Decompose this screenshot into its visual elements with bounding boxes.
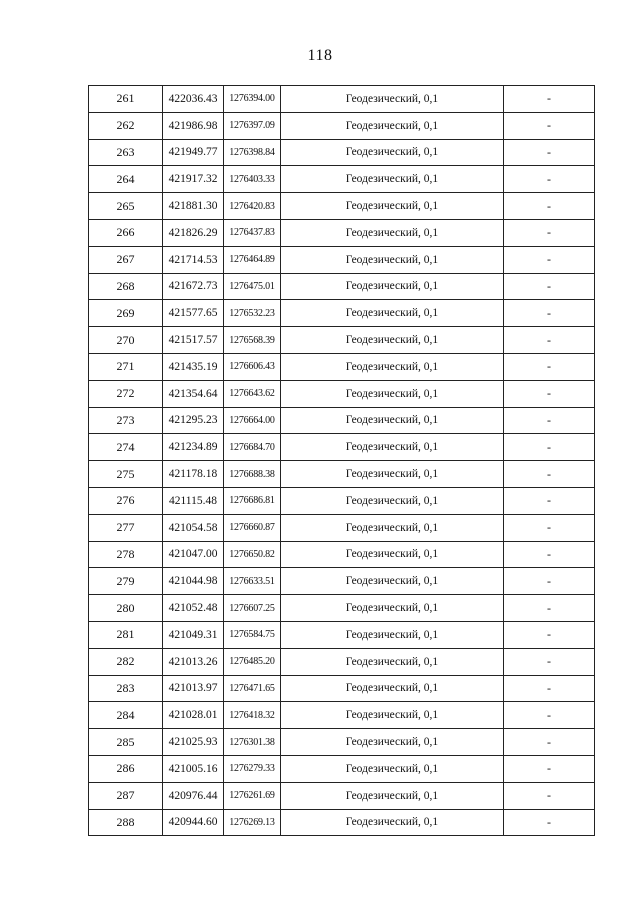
note-cell: - bbox=[504, 755, 595, 782]
table-row bbox=[89, 782, 595, 809]
note-cell: - bbox=[504, 86, 595, 113]
point-number-cell: 284 bbox=[89, 702, 163, 729]
note-cell: - bbox=[504, 568, 595, 595]
x-coordinate-cell: 421028.01 bbox=[163, 702, 224, 729]
x-coordinate-cell: 421005.16 bbox=[163, 755, 224, 782]
table-row bbox=[89, 729, 595, 756]
y-coordinate-cell: 1276398.84 bbox=[224, 139, 281, 166]
note-cell: - bbox=[504, 621, 595, 648]
note-cell: - bbox=[504, 139, 595, 166]
y-coordinate-cell: 1276394.00 bbox=[224, 86, 281, 113]
y-coordinate-cell: 1276279.33 bbox=[224, 755, 281, 782]
note-cell: - bbox=[504, 273, 595, 300]
point-number-cell: 268 bbox=[89, 273, 163, 300]
table-row bbox=[89, 139, 595, 166]
method-accuracy-cell: Геодезический, 0,1 bbox=[281, 568, 504, 595]
x-coordinate-cell: 421013.26 bbox=[163, 648, 224, 675]
x-coordinate-cell: 421234.89 bbox=[163, 434, 224, 461]
method-accuracy-cell: Геодезический, 0,1 bbox=[281, 407, 504, 434]
x-coordinate-cell: 421517.57 bbox=[163, 327, 224, 354]
table-row bbox=[89, 86, 595, 113]
table-row bbox=[89, 407, 595, 434]
method-accuracy-cell: Геодезический, 0,1 bbox=[281, 782, 504, 809]
method-accuracy-cell: Геодезический, 0,1 bbox=[281, 487, 504, 514]
method-accuracy-cell: Геодезический, 0,1 bbox=[281, 300, 504, 327]
x-coordinate-cell: 420976.44 bbox=[163, 782, 224, 809]
method-accuracy-cell: Геодезический, 0,1 bbox=[281, 193, 504, 220]
table-row bbox=[89, 380, 595, 407]
table-row bbox=[89, 648, 595, 675]
x-coordinate-cell: 420944.60 bbox=[163, 809, 224, 836]
table-row bbox=[89, 755, 595, 782]
y-coordinate-cell: 1276403.33 bbox=[224, 166, 281, 193]
y-coordinate-cell: 1276688.38 bbox=[224, 461, 281, 488]
table-row bbox=[89, 621, 595, 648]
y-coordinate-cell: 1276475.01 bbox=[224, 273, 281, 300]
note-cell: - bbox=[504, 541, 595, 568]
note-cell: - bbox=[504, 675, 595, 702]
point-number-cell: 286 bbox=[89, 755, 163, 782]
point-number-cell: 282 bbox=[89, 648, 163, 675]
x-coordinate-cell: 421047.00 bbox=[163, 541, 224, 568]
method-accuracy-cell: Геодезический, 0,1 bbox=[281, 166, 504, 193]
point-number-cell: 280 bbox=[89, 595, 163, 622]
y-coordinate-cell: 1276269.13 bbox=[224, 809, 281, 836]
method-accuracy-cell: Геодезический, 0,1 bbox=[281, 461, 504, 488]
note-cell: - bbox=[504, 380, 595, 407]
point-number-cell: 278 bbox=[89, 541, 163, 568]
table-row bbox=[89, 487, 595, 514]
note-cell: - bbox=[504, 353, 595, 380]
coordinates-table-body bbox=[89, 86, 595, 836]
y-coordinate-cell: 1276660.87 bbox=[224, 514, 281, 541]
method-accuracy-cell: Геодезический, 0,1 bbox=[281, 702, 504, 729]
note-cell: - bbox=[504, 809, 595, 836]
point-number-cell: 279 bbox=[89, 568, 163, 595]
method-accuracy-cell: Геодезический, 0,1 bbox=[281, 380, 504, 407]
method-accuracy-cell: Геодезический, 0,1 bbox=[281, 434, 504, 461]
note-cell: - bbox=[504, 487, 595, 514]
table-row bbox=[89, 595, 595, 622]
table-row bbox=[89, 219, 595, 246]
table-row bbox=[89, 568, 595, 595]
table-row bbox=[89, 327, 595, 354]
y-coordinate-cell: 1276437.83 bbox=[224, 219, 281, 246]
method-accuracy-cell: Геодезический, 0,1 bbox=[281, 86, 504, 113]
note-cell: - bbox=[504, 407, 595, 434]
table-row bbox=[89, 353, 595, 380]
point-number-cell: 265 bbox=[89, 193, 163, 220]
point-number-cell: 288 bbox=[89, 809, 163, 836]
note-cell: - bbox=[504, 166, 595, 193]
note-cell: - bbox=[504, 300, 595, 327]
y-coordinate-cell: 1276420.83 bbox=[224, 193, 281, 220]
note-cell: - bbox=[504, 434, 595, 461]
table-row bbox=[89, 112, 595, 139]
table-row bbox=[89, 166, 595, 193]
x-coordinate-cell: 422036.43 bbox=[163, 86, 224, 113]
point-number-cell: 276 bbox=[89, 487, 163, 514]
coordinates-table bbox=[88, 85, 595, 836]
point-number-cell: 261 bbox=[89, 86, 163, 113]
point-number-cell: 270 bbox=[89, 327, 163, 354]
note-cell: - bbox=[504, 193, 595, 220]
point-number-cell: 283 bbox=[89, 675, 163, 702]
x-coordinate-cell: 421178.18 bbox=[163, 461, 224, 488]
y-coordinate-cell: 1276650.82 bbox=[224, 541, 281, 568]
y-coordinate-cell: 1276643.62 bbox=[224, 380, 281, 407]
point-number-cell: 266 bbox=[89, 219, 163, 246]
x-coordinate-cell: 421052.48 bbox=[163, 595, 224, 622]
note-cell: - bbox=[504, 246, 595, 273]
x-coordinate-cell: 421672.73 bbox=[163, 273, 224, 300]
x-coordinate-cell: 421714.53 bbox=[163, 246, 224, 273]
x-coordinate-cell: 421354.64 bbox=[163, 380, 224, 407]
y-coordinate-cell: 1276261.69 bbox=[224, 782, 281, 809]
y-coordinate-cell: 1276684.70 bbox=[224, 434, 281, 461]
method-accuracy-cell: Геодезический, 0,1 bbox=[281, 675, 504, 702]
x-coordinate-cell: 421949.77 bbox=[163, 139, 224, 166]
method-accuracy-cell: Геодезический, 0,1 bbox=[281, 648, 504, 675]
method-accuracy-cell: Геодезический, 0,1 bbox=[281, 273, 504, 300]
table-row bbox=[89, 702, 595, 729]
x-coordinate-cell: 421115.48 bbox=[163, 487, 224, 514]
y-coordinate-cell: 1276418.32 bbox=[224, 702, 281, 729]
table-row bbox=[89, 809, 595, 836]
x-coordinate-cell: 421826.29 bbox=[163, 219, 224, 246]
point-number-cell: 275 bbox=[89, 461, 163, 488]
method-accuracy-cell: Геодезический, 0,1 bbox=[281, 729, 504, 756]
point-number-cell: 262 bbox=[89, 112, 163, 139]
method-accuracy-cell: Геодезический, 0,1 bbox=[281, 353, 504, 380]
note-cell: - bbox=[504, 648, 595, 675]
method-accuracy-cell: Геодезический, 0,1 bbox=[281, 112, 504, 139]
x-coordinate-cell: 421025.93 bbox=[163, 729, 224, 756]
y-coordinate-cell: 1276686.81 bbox=[224, 487, 281, 514]
note-cell: - bbox=[504, 782, 595, 809]
table-row bbox=[89, 514, 595, 541]
table-row bbox=[89, 434, 595, 461]
x-coordinate-cell: 421917.32 bbox=[163, 166, 224, 193]
point-number-cell: 285 bbox=[89, 729, 163, 756]
point-number-cell: 264 bbox=[89, 166, 163, 193]
y-coordinate-cell: 1276633.51 bbox=[224, 568, 281, 595]
method-accuracy-cell: Геодезический, 0,1 bbox=[281, 327, 504, 354]
point-number-cell: 271 bbox=[89, 353, 163, 380]
y-coordinate-cell: 1276568.39 bbox=[224, 327, 281, 354]
table-row bbox=[89, 193, 595, 220]
table-row bbox=[89, 246, 595, 273]
note-cell: - bbox=[504, 514, 595, 541]
table-row bbox=[89, 541, 595, 568]
note-cell: - bbox=[504, 595, 595, 622]
table-row bbox=[89, 461, 595, 488]
y-coordinate-cell: 1276485.20 bbox=[224, 648, 281, 675]
x-coordinate-cell: 421986.98 bbox=[163, 112, 224, 139]
x-coordinate-cell: 421295.23 bbox=[163, 407, 224, 434]
y-coordinate-cell: 1276664.00 bbox=[224, 407, 281, 434]
method-accuracy-cell: Геодезический, 0,1 bbox=[281, 541, 504, 568]
y-coordinate-cell: 1276397.09 bbox=[224, 112, 281, 139]
method-accuracy-cell: Геодезический, 0,1 bbox=[281, 621, 504, 648]
x-coordinate-cell: 421435.19 bbox=[163, 353, 224, 380]
point-number-cell: 287 bbox=[89, 782, 163, 809]
y-coordinate-cell: 1276301.38 bbox=[224, 729, 281, 756]
point-number-cell: 272 bbox=[89, 380, 163, 407]
point-number-cell: 277 bbox=[89, 514, 163, 541]
note-cell: - bbox=[504, 112, 595, 139]
method-accuracy-cell: Геодезический, 0,1 bbox=[281, 246, 504, 273]
note-cell: - bbox=[504, 327, 595, 354]
x-coordinate-cell: 421881.30 bbox=[163, 193, 224, 220]
x-coordinate-cell: 421577.65 bbox=[163, 300, 224, 327]
note-cell: - bbox=[504, 729, 595, 756]
x-coordinate-cell: 421054.58 bbox=[163, 514, 224, 541]
table-row bbox=[89, 273, 595, 300]
y-coordinate-cell: 1276464.89 bbox=[224, 246, 281, 273]
page-number: 118 bbox=[307, 47, 333, 64]
method-accuracy-cell: Геодезический, 0,1 bbox=[281, 595, 504, 622]
x-coordinate-cell: 421044.98 bbox=[163, 568, 224, 595]
point-number-cell: 274 bbox=[89, 434, 163, 461]
point-number-cell: 267 bbox=[89, 246, 163, 273]
note-cell: - bbox=[504, 219, 595, 246]
point-number-cell: 263 bbox=[89, 139, 163, 166]
method-accuracy-cell: Геодезический, 0,1 bbox=[281, 755, 504, 782]
method-accuracy-cell: Геодезический, 0,1 bbox=[281, 219, 504, 246]
y-coordinate-cell: 1276471.65 bbox=[224, 675, 281, 702]
note-cell: - bbox=[504, 461, 595, 488]
y-coordinate-cell: 1276607.25 bbox=[224, 595, 281, 622]
y-coordinate-cell: 1276532.23 bbox=[224, 300, 281, 327]
method-accuracy-cell: Геодезический, 0,1 bbox=[281, 139, 504, 166]
point-number-cell: 281 bbox=[89, 621, 163, 648]
point-number-cell: 269 bbox=[89, 300, 163, 327]
note-cell: - bbox=[504, 702, 595, 729]
point-number-cell: 273 bbox=[89, 407, 163, 434]
table-row bbox=[89, 300, 595, 327]
x-coordinate-cell: 421013.97 bbox=[163, 675, 224, 702]
method-accuracy-cell: Геодезический, 0,1 bbox=[281, 809, 504, 836]
table-row bbox=[89, 675, 595, 702]
y-coordinate-cell: 1276584.75 bbox=[224, 621, 281, 648]
method-accuracy-cell: Геодезический, 0,1 bbox=[281, 514, 504, 541]
y-coordinate-cell: 1276606.43 bbox=[224, 353, 281, 380]
x-coordinate-cell: 421049.31 bbox=[163, 621, 224, 648]
